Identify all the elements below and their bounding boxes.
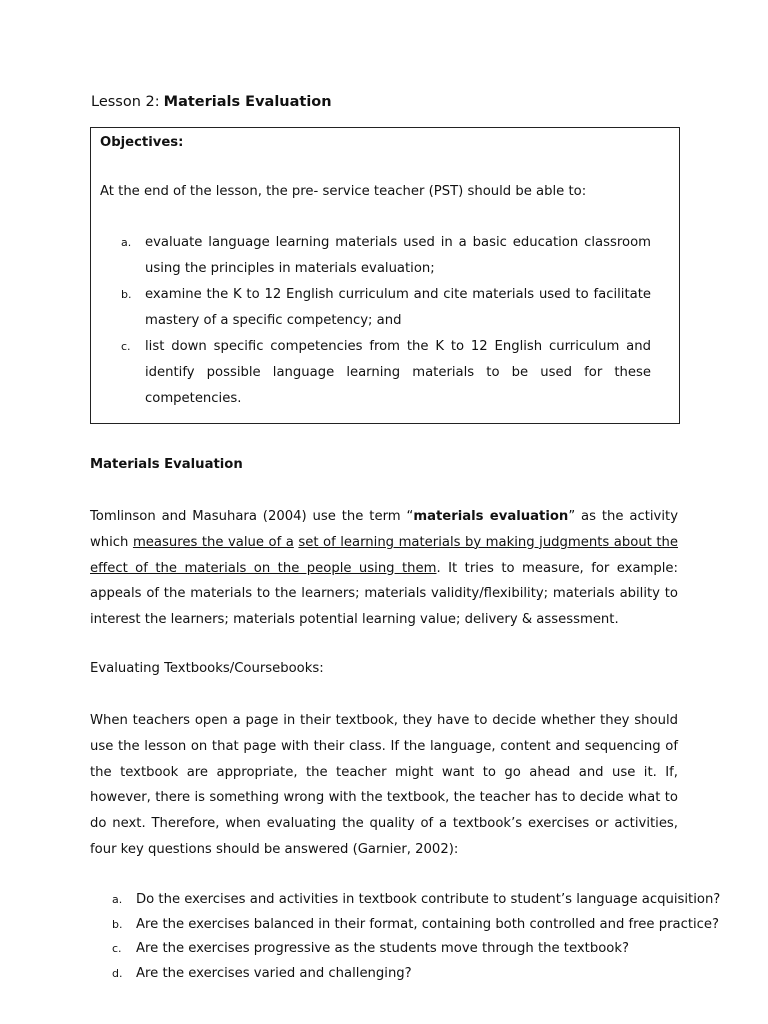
para1-text-1: Tomlinson and Masuhara (2004) use the term “ [90, 509, 414, 524]
underlined-phrase-2: set of learning materials by making judgments about the effect of the materials on the people using them [90, 534, 679, 576]
subheading: Evaluating Textbooks/Coursebooks: [90, 661, 324, 676]
list-marker: c. [121, 340, 131, 353]
question-text: Are the exercises balanced in their format, containing both controlled and free practice? [136, 916, 720, 932]
underlined-phrase-1: measures the value of a [132, 534, 294, 550]
objective-item [121, 334, 651, 412]
lesson-name: Materials Evaluation [163, 94, 332, 110]
objective-text: evaluate language learning materials used in a basic education classroom using the principles in materials evaluation; [145, 235, 651, 276]
objectives-intro: At the end of the lesson, the pre- service teacher (PST) should be able to: [100, 184, 587, 199]
lesson-title [91, 92, 332, 112]
list-marker: b. [112, 917, 123, 931]
objectives-list [121, 230, 651, 412]
objective-text: examine the K to 12 English curriculum and cite materials used to facilitate mastery of a specific competency; and [145, 287, 651, 328]
objectives-box [90, 127, 680, 424]
questions-list [112, 888, 721, 986]
para1-text-3: . It tries to measure, for example: appeals of the materials to the learners; materials validity/flexibility; materials ability to interest the learners; materials potential learning value; delivery & assessment. [90, 560, 678, 628]
objectives-heading: Objectives: [100, 135, 184, 150]
list-marker: c. [112, 942, 122, 955]
list-marker: a. [121, 236, 132, 249]
question-text: Do the exercises and activities in textbook contribute to student’s language acquisition? [136, 892, 721, 907]
list-marker: a. [112, 893, 123, 906]
question-item [112, 888, 721, 913]
question-text: Are the exercises varied and challenging? [136, 965, 412, 981]
definition-paragraph [90, 504, 678, 633]
question-item [112, 913, 720, 938]
objective-item [121, 282, 651, 334]
lesson-number: Lesson 2: [91, 94, 160, 110]
list-marker: d. [112, 966, 123, 980]
question-item [112, 962, 682, 987]
textbook-paragraph: When teachers open a page in their textbook, they have to decide whether they should use the lesson on that page with their class. If the language, content and sequencing of the textbook are appropriate, the teacher might want to go ahead and use it. If, however, there is something wrong with the textbook, the teacher has to decide what to do next. Therefore, when evaluating the quality of a textbook’s exercises or activities, four key questions should be answered (Garnier, 2002): [90, 713, 678, 857]
objective-item [121, 230, 651, 282]
key-term: materials evaluation [413, 509, 569, 524]
question-item [112, 937, 682, 962]
list-marker: b. [121, 288, 132, 301]
section-heading: Materials Evaluation [90, 457, 243, 472]
objective-text: list down specific competencies from the K to 12 English curriculum and identify possible language learning materials to be used for these competencies. [145, 339, 651, 406]
para1-text-2: ” as the activity which [90, 509, 678, 550]
question-text: Are the exercises progressive as the students move through the textbook? [136, 941, 629, 956]
